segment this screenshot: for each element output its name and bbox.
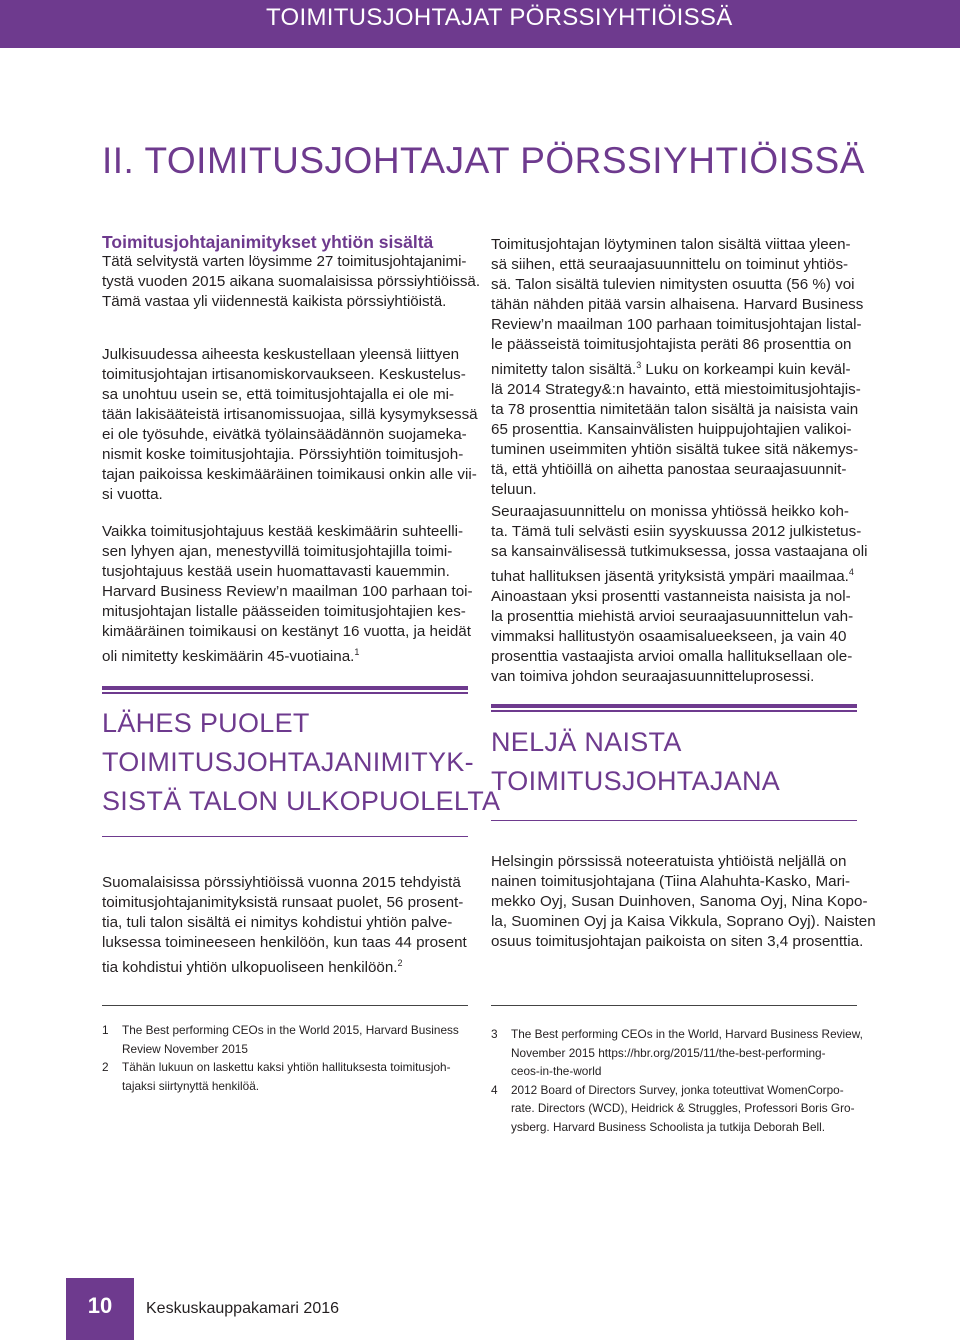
highlight-right-bottom-rule	[491, 820, 857, 821]
footnote-1: 1 The Best performing CEOs in the World 2015, Harvard Business Review November 2015	[102, 1023, 459, 1056]
right-paragraph-1: Toimitusjohtajan löytyminen talon sisältä viittaa yleen- sä siihen, että seuraajasuunnittelu on toiminut yhtiös- sä. Talon sisältä tulevien nimitysten osuutta (56 %) voi tähän nähden pitää varsin alhaisena. Harvard Business Review’n maailman 100 parhaan toimitusjohtajan listal- le päässeistä toimitusjohtajista peräti 86 prosenttia on nimitetty talon sisältä.$^3$ Luku on korkeampi kuin keväl- lä 2014 Strategy&:n havainto, että miestoimitusjohtajis- ta 78 prosenttia nimitetään talon sisältä ja naisista vain 65 prosenttia. Kansainvälisten huippujohtajien valikoi- tuminen useimmiten yhtiön sisältä tukee sitä näkemys- tä, että yhtiöillä on aihetta panostaa seuraajasuunnit- teluun.	[491, 236, 864, 498]
footnote-ref-1: 1	[354, 647, 360, 657]
highlight-left-body: Suomalaisissa pörssiyhtiöissä vuonna 2015 tehdyistä toimitusjohtajanimityksistä runsaat puolet, 56 prosent- tia, tuli talon sisältä ei nimitys kohdistui yhtiön palve- luksessa toimineeseen henkilöön, kun taas 44 prosent tia kohdistui yhtiön ulkopuoliseen henkilöön.$^2$	[102, 874, 467, 976]
footnote-2: 2 Tähän lukuun on laskettu kaksi yhtiön hallituksesta toimitusjoh- tajaksi siirtynyttä henkilöä.	[102, 1060, 451, 1093]
highlight-left-heading: LÄHES PUOLET TOIMITUSJOHTAJANIMITYK- SISTÄ TALON ULKOPUOLELTA	[102, 708, 501, 816]
footnotes-right	[491, 1025, 863, 1136]
footnote-ref-3: 3	[636, 360, 642, 370]
left-paragraph-3: Vaikka toimitusjohtajuus kestää keskimäärin suhteelli- sen lyhyen ajan, menestyvillä toimitusjohtajilla toimi- tusjohtajuus kestää usein huomattavasti kauemmin. Harvard Business Review’n maailman 100 parhaan toi- mitusjohtajan listalle päässeiden toimitusjohtajien kes- kimääräinen toimikausi on kestänyt 16 vuotta, ja heidät oli nimitetty keskimäärin 45-vuotiaina.$^1$	[102, 523, 473, 665]
right-paragraph-2: Seuraajasuunnittelu on monissa yhtiössä heikko koh- ta. Tämä tuli selvästi esiin syyskuussa 2012 julkistetus- sa kansainvälisessä tutkimuksessa, jossa vastaajana oli tuhat hallituksen jäsentä yrityksistä ympäri maailmaa.$^4$ Ainoastaan yksi prosentti vastanneista naisista ja nol- la prosenttia miehistä arvioi seuraajasuunnittelun vah- vimmaksi hallitustyön osaamisalueekseen, ja vain 40 prosenttia vastaajista arvioi omalla hallituksellaan ole- van toimiva johdon seuraajasuunnitteluprosessi.	[491, 503, 868, 685]
footnote-ref-2: 2	[397, 958, 403, 968]
highlight-right-body: Helsingin pörssissä noteeratuista yhtiöistä neljällä on nainen toimitusjohtajana (Tiina Alahuhta-Kasko, Mari- mekko Oyj, Susan Duinhoven, Sanoma Oyj, Nina Kopo- la, Suominen Oyj ja Kaisa Vikkula, Soprano Oyj). Naisten osuus toimitusjohtajan paikoista on siten 3,4 prosenttia.	[491, 853, 876, 950]
footer-organization: Keskuskauppakamari 2016	[146, 1300, 340, 1317]
highlight-right-heading: NELJÄ NAISTA TOIMITUSJOHTAJANA	[491, 727, 781, 796]
section-title: II. TOIMITUSJOHTAJAT PÖRSSIYHTIÖISSÄ	[102, 140, 865, 181]
running-header-bar	[0, 0, 960, 48]
footnote-separator-left	[102, 1005, 468, 1006]
page-number: 10	[87, 1293, 113, 1318]
highlight-right-top-rule	[491, 704, 857, 712]
footnote-ref-4: 4	[848, 567, 854, 577]
left-paragraph-2: Julkisuudessa aiheesta keskustellaan yleensä liittyen toimitusjohtajan irtisanomiskorvaukseen. Keskustelus- sa unohtuu usein se, että toimitusjohtajalla ei ole mi- tään lakisääteistä irtisanomissuojaa, sillä kysymyksessä ei ole työsuhde, eivätkä työlainsäädännön suojameka- nismit koske toimitusjohtajia. Pörssiyhtiön toimitusjoh- tajan paikoissa keskimääräinen toimikausi onkin alle vii- si vuotta.	[102, 346, 478, 503]
footnote-4: 4 2012 Board of Directors Survey, jonka toteuttivat WomenCorpo- rate. Directors (WCD), Heidrick & Struggles, Professori Boris Gro- ysberg. Harvard Business Schoolista ja tutkija Deborah Bell.	[491, 1082, 855, 1134]
left-paragraph-1: Tätä selvitystä varten löysimme 27 toimitusjohtajanimi- tystä vuoden 2015 aikana suomalaisissa pörssiyhtiöissä. Tämä vastaa yli viidennestä kaikista pörssiyhtiöistä.	[102, 253, 480, 310]
section-subtitle: Toimitusjohtajanimitykset yhtiön sisältä	[102, 232, 434, 252]
highlight-left-bottom-rule	[102, 836, 468, 837]
page-number-box	[66, 1278, 134, 1340]
highlight-left-top-rule	[102, 686, 468, 694]
running-header-title: TOIMITUSJOHTAJAT PÖRSSIYHTIÖISSÄ	[266, 4, 733, 31]
footnote-3: 3 The Best performing CEOs in the World, Harvard Business Review, November 2015 https://hbr.org/2015/11/the-best-performing- ceos-in-the-world	[491, 1027, 863, 1078]
footnote-separator-right	[491, 1005, 857, 1006]
footnotes-left	[102, 1021, 459, 1095]
